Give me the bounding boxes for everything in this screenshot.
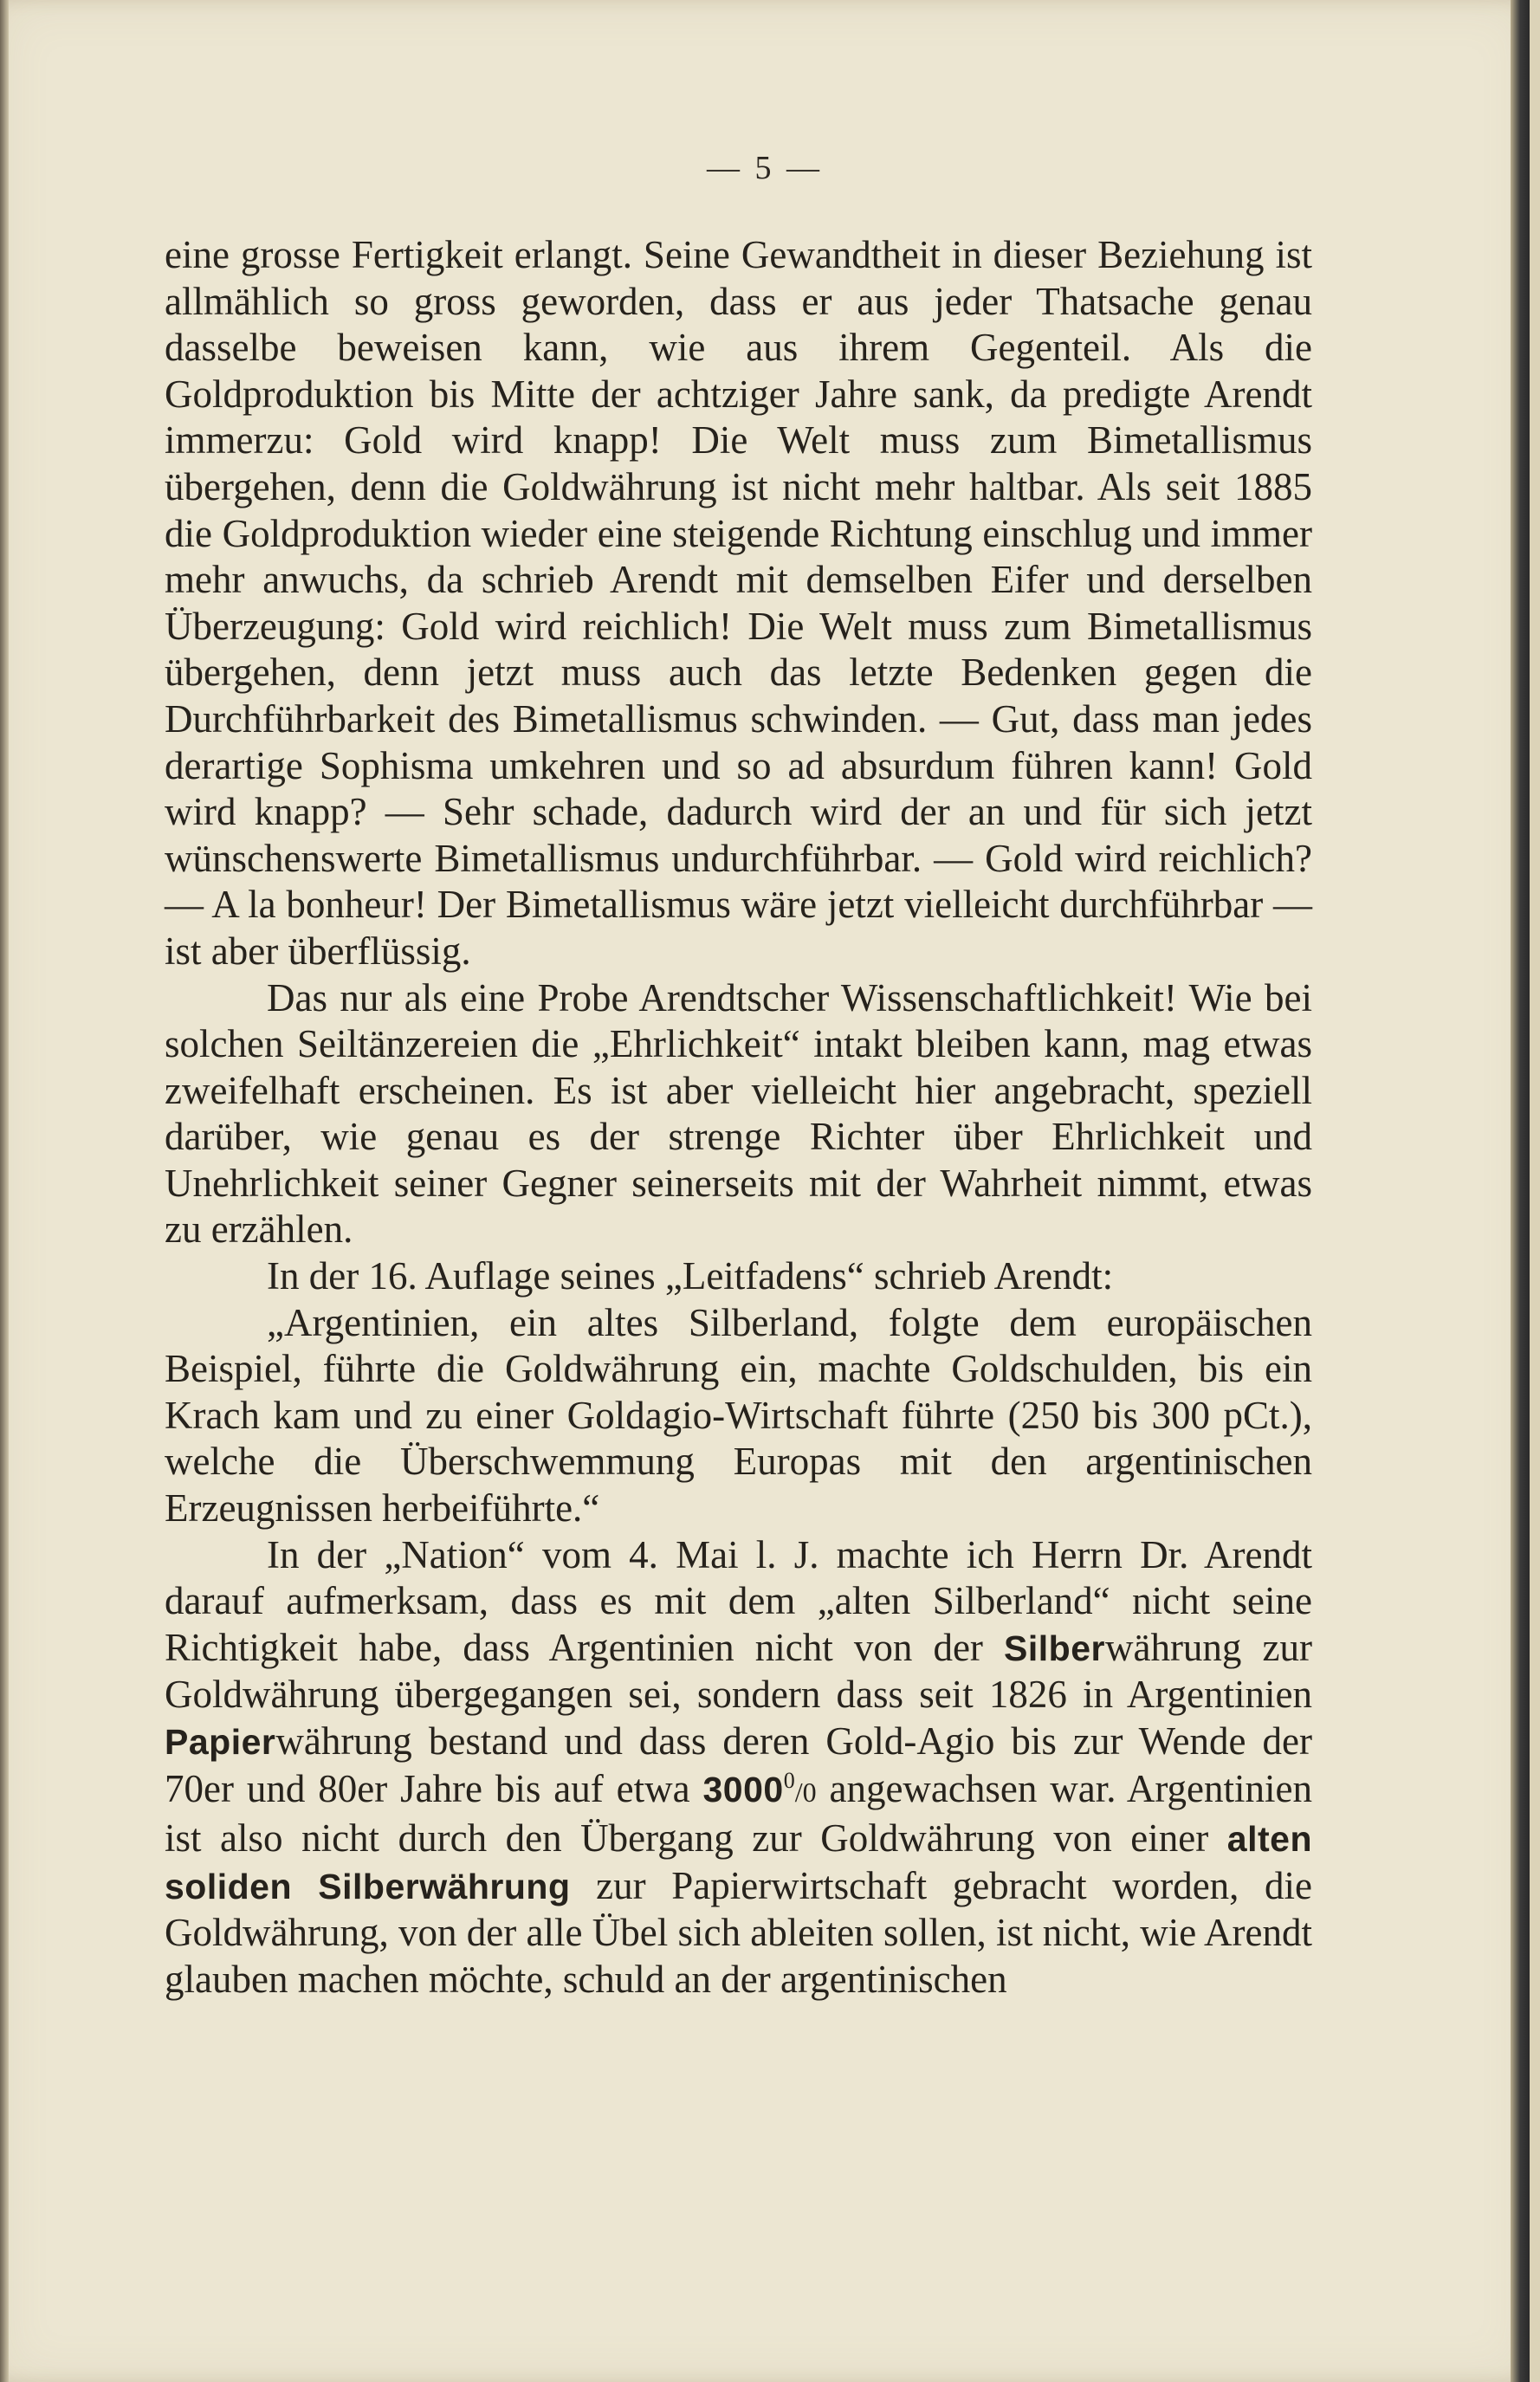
body-text xyxy=(165,232,1312,2003)
percent-sign-sup: 0 xyxy=(783,1767,795,1793)
emphasis-alten-soliden-silberwaehrung: alten soliden Silberwährung xyxy=(165,1819,1312,1906)
page-number: — 5 — xyxy=(707,150,823,186)
paragraph-5-text-j: zur Papierwirtschaft gebracht worden, die Goldwährung, von der alle Übel sich ableiten sollen, ist nicht, wie Arendt glauben machen möchte, schuld an der argentinischen xyxy=(165,1863,1312,2001)
paragraph-5-text-h: angewachsen war. Argentinien ist also nicht durch den Übergang zur Goldwährung von einer xyxy=(165,1766,1312,1861)
paragraph-5-text-c: währung zur Goldwährung übergegangen sei, sondern dass seit 1826 in Argentinien xyxy=(165,1625,1312,1717)
emphasis-silber: Silber xyxy=(1004,1628,1105,1668)
page-gutter-shadow xyxy=(0,0,9,2382)
percent-sign-sub: /0 xyxy=(794,1776,817,1808)
paragraph-5-text-a: In der „Nation“ vom 4. Mai l. J. machte ich Herrn Dr. Arendt darauf aufmerksam, dass es mit dem „alten Silberland“ nicht seine Richtigkeit habe, dass Argentinien nicht von der xyxy=(165,1532,1312,1669)
emphasis-3000: 3000 xyxy=(702,1769,784,1809)
paragraph-5-text-e: währung bestand und dass deren Gold-Agio bis zur Wende der 70er und 80er Jahre bis auf etwa xyxy=(165,1719,1312,1810)
paragraph-5 xyxy=(165,1532,1312,2003)
paragraph-1: eine grosse Fertigkeit erlangt. Seine Gewandtheit in dieser Beziehung ist allmählich so gross geworden, dass er aus jeder Thatsache genau dasselbe beweisen kann, wie aus ihrem Gegenteil. Als die Goldproduktion bis Mitte der achtziger Jahre sank, da predigte Arendt immerzu: Gold wird knapp! Die Welt muss zum Bimetallismus übergehen, denn die Goldwährung ist nicht mehr haltbar. Als seit 1885 die Goldproduktion wieder eine steigende Richtung einschlug und immer mehr anwuchs, da schrieb Arendt mit demselben Eifer und derselben Überzeugung: Gold wird reichlich! Die Welt muss zum Bimetallismus übergehen, denn jetzt muss auch das letzte Bedenken gegen die Durchführbarkeit des Bimetallismus schwinden. — Gut, dass man jedes derartige Sophisma umkehren und so ad absurdum führen kann! Gold wird knapp? — Sehr schade, dadurch wird der an und für sich jetzt wünschenswerte Bimetallismus undurchführbar. — Gold wird reichlich? — A la bonheur! Der Bimetallismus wäre jetzt vielleicht durchführbar — ist aber überflüssig. xyxy=(165,233,1312,973)
emphasis-papier: Papier xyxy=(165,1722,276,1762)
paragraph-4-quote: „Argentinien, ein altes Silberland, folgte dem europäischen Beispiel, führte die Goldwährung ein, machte Goldschulden, bis ein Krach kam und zu einer Goldagio-Wirtschaft führte (250 bis 300 pCt.), welche die Überschwemmung Europas mit den argentinischen Erzeugnissen herbeiführte.“ xyxy=(165,1300,1312,1531)
paragraph-2: Das nur als eine Probe Arendtscher Wissenschaftlichkeit! Wie bei solchen Seiltänzereien die „Ehrlichkeit“ intakt bleiben kann, mag etwas zweifelhaft erscheinen. Es ist aber vielleicht hier angebracht, speziell darüber, wie genau es der strenge Richter über Ehrlichkeit und Unehrlichkeit seiner Gegner seinerseits mit der Wahrheit nimmt, etwas zu erzählen. xyxy=(165,975,1312,1252)
page-edge-dark xyxy=(1511,0,1530,2382)
paragraph-3: In der 16. Auflage seines „Leitfadens“ schrieb Arendt: xyxy=(267,1254,1114,1298)
